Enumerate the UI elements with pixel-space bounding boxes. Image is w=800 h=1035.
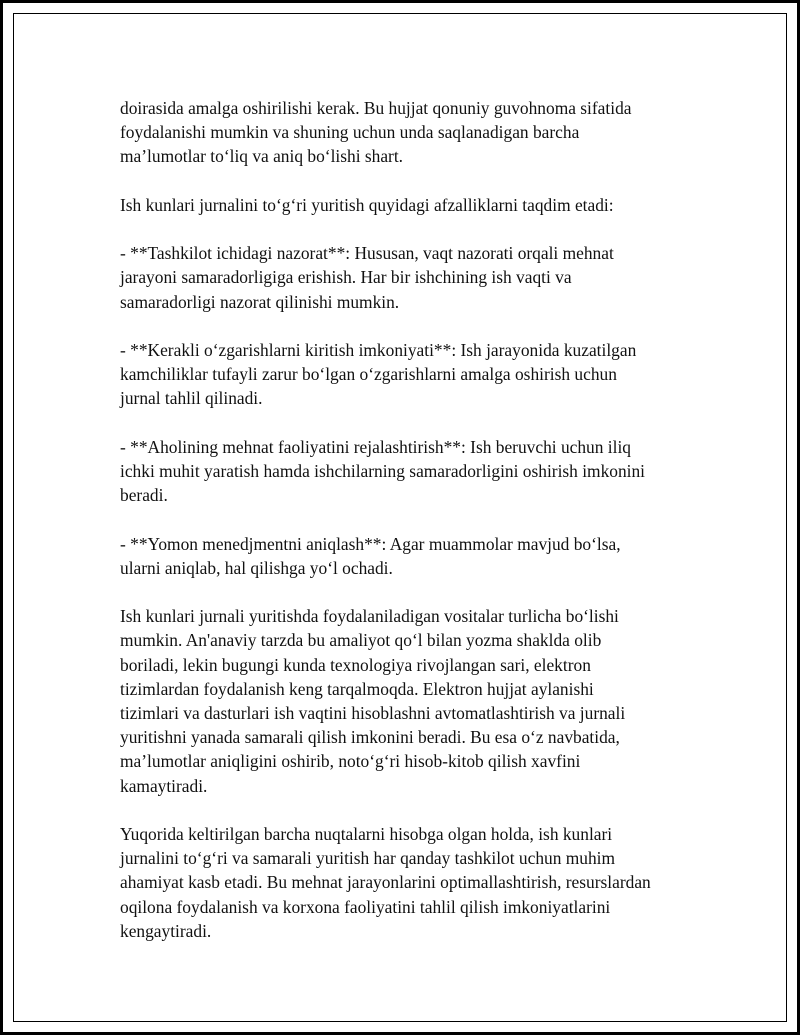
text-line: jarayoni samaradorligiga erishish. Har bir ishchining ish vaqti va bbox=[120, 267, 572, 288]
text-line: doirasida amalga oshirilishi kerak. Bu hujjat qonuniy guvohnoma sifatida bbox=[120, 98, 632, 118]
text-line: foydalanishi mumkin va shuning uchun unda saqlanadigan barcha bbox=[120, 122, 580, 143]
paragraph bbox=[120, 193, 695, 217]
text-line: beradi. bbox=[120, 485, 168, 506]
text-line: Ish kunlari jurnalini to‘g‘ri yuritish quyidagi afzalliklarni taqdim etadi: bbox=[120, 194, 614, 215]
text-line: kamaytiradi. bbox=[120, 775, 208, 796]
document-body bbox=[120, 96, 695, 967]
text-line: yuritishni yanada samarali qilish imkonini beradi. Bu esa o‘z navbatida, bbox=[120, 727, 620, 748]
list-item-paragraph bbox=[120, 435, 695, 508]
paragraph bbox=[120, 96, 695, 169]
text-line: tizimlari va dasturlari ish vaqtini hisoblashni avtomatlashtirish va jurnali bbox=[120, 702, 626, 723]
text-line: ahamiyat kasb etadi. Bu mehnat jarayonlarini optimallashtirish, resurslardan bbox=[120, 872, 651, 893]
text-line: ichki muhit yaratish hamda ishchilarning samaradorligini oshirish imkonini bbox=[120, 460, 646, 481]
text-line: boriladi, lekin bugungi kunda texnologiya rivojlangan sari, elektron bbox=[120, 654, 591, 675]
text-line: kengaytiradi. bbox=[120, 920, 212, 941]
paragraph bbox=[120, 822, 695, 943]
paragraph bbox=[120, 604, 695, 798]
text-line: ularni aniqlab, hal qilishga yo‘l ochadi. bbox=[120, 557, 393, 578]
text-line: Ish kunlari jurnali yuritishda foydalaniladigan vositalar turlicha bo‘lishi bbox=[120, 606, 619, 627]
text-line: samaradorligi nazorat qilinishi mumkin. bbox=[120, 291, 400, 312]
list-item-paragraph bbox=[120, 338, 695, 411]
text-line: ma’lumotlar to‘liq va aniq bo‘lishi shart. bbox=[120, 146, 404, 167]
text-line: oqilona foydalanish va korxona faoliyatini tahlil qilish imkoniyatlarini bbox=[120, 896, 611, 917]
text-line: - **Tashkilot ichidagi nazorat**: Hususan, vaqt nazorati orqali mehnat bbox=[120, 243, 614, 264]
text-line: ma’lumotlar aniqligini oshirib, noto‘g‘ri hisob-kitob qilish xavfini bbox=[120, 751, 581, 772]
text-line: jurnal tahlil qilinadi. bbox=[120, 388, 263, 409]
text-line: jurnalini to‘g‘ri va samarali yuritish har qanday tashkilot uchun muhim bbox=[120, 848, 616, 869]
text-line: Yuqorida keltirilgan barcha nuqtalarni hisobga olgan holda, ish kunlari bbox=[120, 823, 613, 844]
text-line: kamchiliklar tufayli zarur bo‘lgan o‘zgarishlarni amalga oshirish uchun bbox=[120, 364, 617, 385]
text-line: tizimlardan foydalanish keng tarqalmoqda. Elektron hujjat aylanishi bbox=[120, 678, 594, 699]
list-item-paragraph bbox=[120, 241, 695, 314]
list-item-paragraph bbox=[120, 532, 695, 580]
text-line: mumkin. An'anaviy tarzda bu amaliyot qo‘l bilan yozma shaklda olib bbox=[120, 630, 602, 651]
text-line: - **Yomon menedjmentni aniqlash**: Agar muammolar mavjud bo‘lsa, bbox=[120, 533, 621, 554]
text-line: - **Kerakli o‘zgarishlarni kiritish imkoniyati**: Ish jarayonida kuzatilgan bbox=[120, 339, 637, 360]
text-line: - **Aholining mehnat faoliyatini rejalashtirish**: Ish beruvchi uchun iliq bbox=[120, 436, 631, 457]
